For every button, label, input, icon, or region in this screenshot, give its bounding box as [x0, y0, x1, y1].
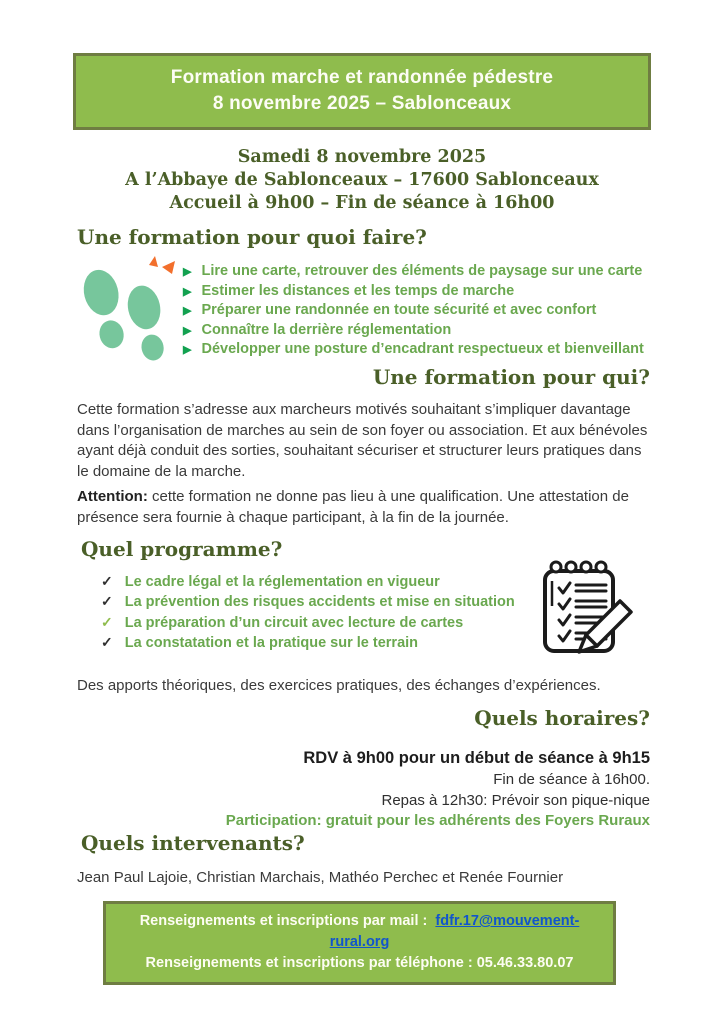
event-hours: Accueil à 9h00 – Fin de séance à 16h00: [169, 193, 555, 213]
contact-mail-label: Renseignements et inscriptions par mail :: [139, 913, 428, 929]
programme-text: La prévention des risques accidents et mise en situation: [124, 594, 515, 611]
footprints-icon: [72, 252, 178, 375]
list-item: [183, 321, 661, 341]
section-title-pour-qui: Une formation pour qui?: [372, 365, 650, 389]
contact-phone-line: Renseignements et inscriptions par téléphone : 05.46.33.80.07: [145, 955, 574, 971]
objective-text: Développer une posture d’encadrant respectueux et bienveillant: [201, 341, 644, 358]
list-item: [101, 613, 515, 633]
schedule-participation: Participation: gratuit pour les adhérents des Foyers Ruraux: [225, 812, 650, 829]
contact-mail-line: [110, 911, 609, 953]
schedule-end: Fin de séance à 16h00.: [493, 771, 650, 788]
list-item: [183, 301, 661, 321]
section-title-intervenants: Quels intervenants?: [81, 831, 305, 855]
list-item: [101, 572, 515, 592]
schedule-meal: Repas à 12h30: Prévoir son pique-nique: [381, 791, 650, 809]
objective-text: Connaître la derrière réglementation: [201, 321, 452, 338]
header-title-line2: 8 novembre 2025 – Sablonceaux: [212, 93, 512, 114]
event-details-block: [0, 146, 724, 215]
attention-text: cette formation ne donne pas lieu à une qualification. Une attestation de présence sera fournie à chaque participant, à la fin de la journée.: [77, 488, 629, 526]
section-title-programme: Quel programme?: [81, 537, 283, 561]
programme-summary: Des apports théoriques, des exercices pratiques, des échanges d’expériences.: [77, 677, 601, 694]
check-icon: ✓: [101, 633, 113, 650]
event-location: A l’Abbaye de Sablonceaux – 17600 Sablonceaux: [125, 170, 599, 190]
programme-text: La constatation et la pratique sur le terrain: [124, 634, 419, 651]
arrow-bullet-icon: ▶: [183, 305, 192, 318]
section-title-horaires: Quels horaires?: [474, 706, 650, 730]
list-item: [101, 592, 515, 612]
schedule-rdv: RDV à 9h00 pour un début de séance à 9h15: [303, 749, 650, 767]
footer-contact-banner: [103, 901, 616, 985]
objective-text: Estimer les distances et les temps de marche: [201, 282, 515, 299]
arrow-bullet-icon: ▶: [183, 266, 192, 278]
objectives-list: [183, 262, 661, 360]
list-item: [183, 282, 661, 302]
attention-paragraph: [77, 487, 653, 528]
arrow-bullet-icon: ▶: [183, 344, 192, 357]
arrow-bullet-icon: ▶: [183, 285, 192, 298]
check-icon: ✓: [101, 593, 113, 610]
programme-list: [101, 572, 515, 653]
check-icon: ✓: [101, 613, 113, 630]
list-item: [101, 633, 515, 653]
arrow-bullet-icon: ▶: [183, 324, 192, 337]
header-title-line1: Formation marche et randonnée pédestre: [170, 67, 554, 88]
programme-text: La préparation d’un circuit avec lecture de cartes: [124, 614, 464, 631]
attention-label: Attention:: [77, 488, 148, 505]
check-icon: ✓: [101, 573, 113, 589]
audience-paragraph: Cette formation s’adresse aux marcheurs motivés souhaitant s’impliquer davantage dans l’organisation de marches au sein de son foyer ou association. Et aux bénévoles ayant déjà conduit des sorties, souhaitant sécuriser et structurer leurs pratiques dans le domaine de la marche.: [77, 401, 648, 480]
list-item: [183, 340, 661, 360]
trainer-names: Jean Paul Lajoie, Christian Marchais, Mathéo Perchec et Renée Fournier: [77, 869, 564, 886]
schedule-block: [226, 747, 650, 832]
objective-text: Lire une carte, retrouver des éléments de paysage sur une carte: [201, 263, 643, 279]
notepad-checklist-icon: [525, 554, 637, 663]
header-banner: [73, 53, 651, 130]
contact-email-link[interactable]: fdfr.17@mouvement-rural.org: [329, 913, 580, 950]
section-title-quoi-faire: Une formation pour quoi faire?: [77, 225, 427, 249]
objective-text: Préparer une randonnée en toute sécurité et avec confort: [201, 302, 597, 319]
programme-text: Le cadre légal et la réglementation en vigueur: [124, 574, 440, 590]
list-item: [183, 262, 661, 282]
event-date: Samedi 8 novembre 2025: [237, 147, 487, 167]
